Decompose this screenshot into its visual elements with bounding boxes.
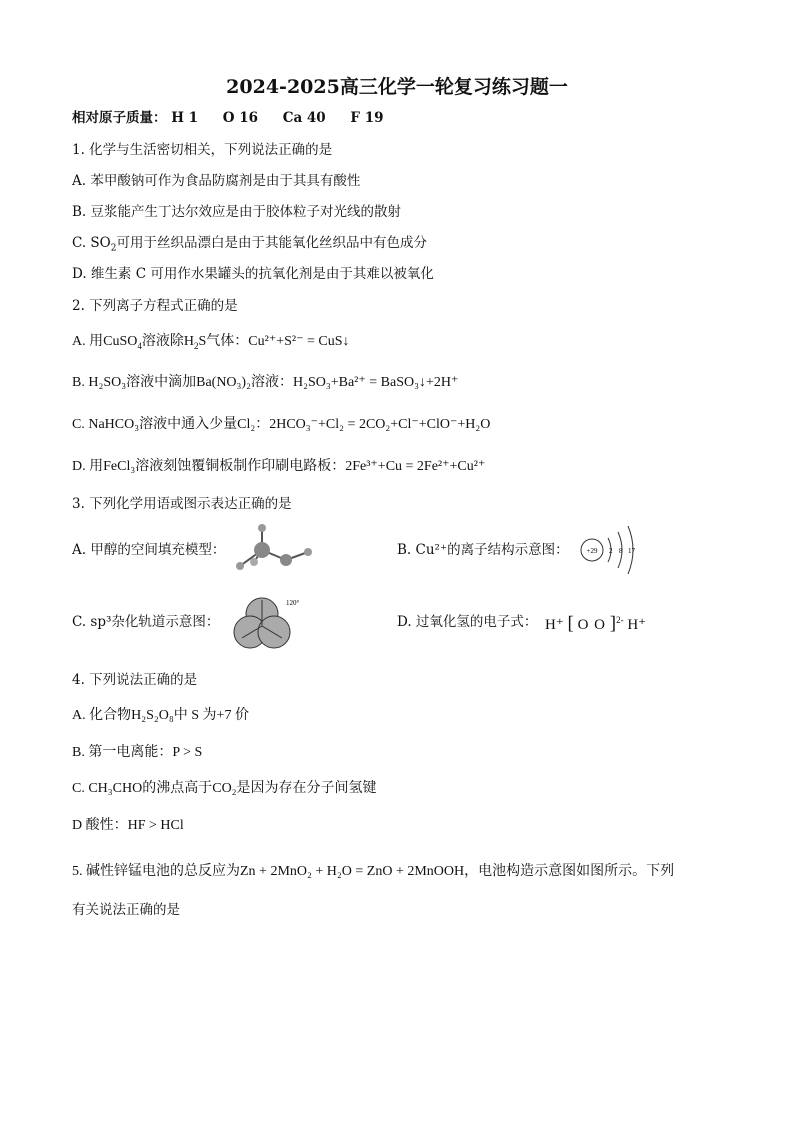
angle-label: 120° [286, 599, 300, 607]
atomic-mass-o: O 16 [222, 110, 259, 126]
shell-2-label: 8 [619, 547, 623, 555]
q2-stem: 2. 下列离子方程式正确的是 [72, 298, 238, 314]
q3-option-c: C. sp³杂化轨道示意图： [72, 614, 220, 630]
q4-option-d: D 酸性：HF > HCl [72, 818, 184, 833]
q3-option-b: B. Cu²⁺的离子结构示意图： [397, 542, 569, 558]
q1-option-a: A. 苯甲酸钠可作为食品防腐剂是由于其具有酸性 [72, 173, 361, 189]
q1-option-c: C. $SO_2$可用于丝织品漂白是由于其能氧化丝织品中有色成分 [72, 235, 427, 254]
q4-option-b: B. 第一电离能：P > S [72, 745, 203, 760]
q3-option-d: D. 过氧化氢的电子式： [397, 614, 538, 630]
sp3-orbital-figure [230, 592, 310, 652]
page-title: 2024-2025高三化学一轮复习练习题一 [226, 76, 568, 98]
atomic-mass-line [72, 108, 403, 128]
atomic-mass-ca: Ca 40 [282, 110, 326, 126]
q1-option-b: B. 豆浆能产生丁达尔效应是由于胶体粒子对光线的散射 [72, 204, 402, 220]
cu-ion-structure-figure [578, 522, 640, 574]
atomic-mass-f: F 19 [350, 110, 384, 126]
q2-option-a: A. 用CuSO$_4$溶液除$H_2S$气体：Cu²⁺+S²⁻ = CuS↓ [72, 334, 350, 351]
q2-option-b: B. H₂SO₃溶液中滴加Ba(NO₃)₂溶液：H₂SO₃+Ba²⁺ = BaSO₃↓+2H⁺ [72, 375, 459, 390]
atomic-mass-label: 相对原子质量： [72, 110, 167, 126]
h2o2-electron-formula: H⁺ [ O O ]$^{2-}$ H⁺ [545, 613, 647, 634]
q4-option-c: C. CH₃CHO的沸点高于CO₂是因为存在分子间氢键 [72, 781, 377, 796]
q4-option-a: A. 化合物H₂S₂O₈中 S 为+7 价 [72, 708, 249, 723]
q4-stem: 4. 下列说法正确的是 [72, 672, 198, 688]
q3-option-a: A. 甲醇的空间填充模型： [72, 542, 226, 558]
q3-stem: 3. 下列化学用语或图示表达正确的是 [72, 496, 292, 512]
q2-option-d: D. 用FeCl₃溶液刻蚀覆铜板制作印刷电路板：2Fe³⁺+Cu = 2Fe²⁺+Cu²⁺ [72, 459, 486, 474]
q5-line2: 有关说法正确的是 [72, 902, 180, 918]
shell-1-label: 2 [609, 547, 613, 555]
q1-stem: 1. 化学与生活密切相关，下列说法正确的是 [72, 142, 333, 158]
q1-option-d: D. 维生素 C 可用作水果罐头的抗氧化剂是由于其难以被氧化 [72, 266, 434, 282]
methanol-model-figure [232, 522, 322, 574]
q2-option-c: C. NaHCO₃溶液中通入少量Cl₂：2HCO₃⁻+Cl₂ = 2CO₂+Cl⁻+ClO⁻+H₂O [72, 417, 491, 432]
shell-3-label: 17 [628, 547, 635, 555]
nucleus-label: +29 [586, 547, 598, 555]
atomic-mass-h: H 1 [171, 110, 199, 126]
q5-line1: 5. 碱性锌锰电池的总反应为Zn + 2MnO₂ + H₂O = ZnO + 2MnOOH，电池构造示意图如图所示。下列 [72, 864, 675, 879]
